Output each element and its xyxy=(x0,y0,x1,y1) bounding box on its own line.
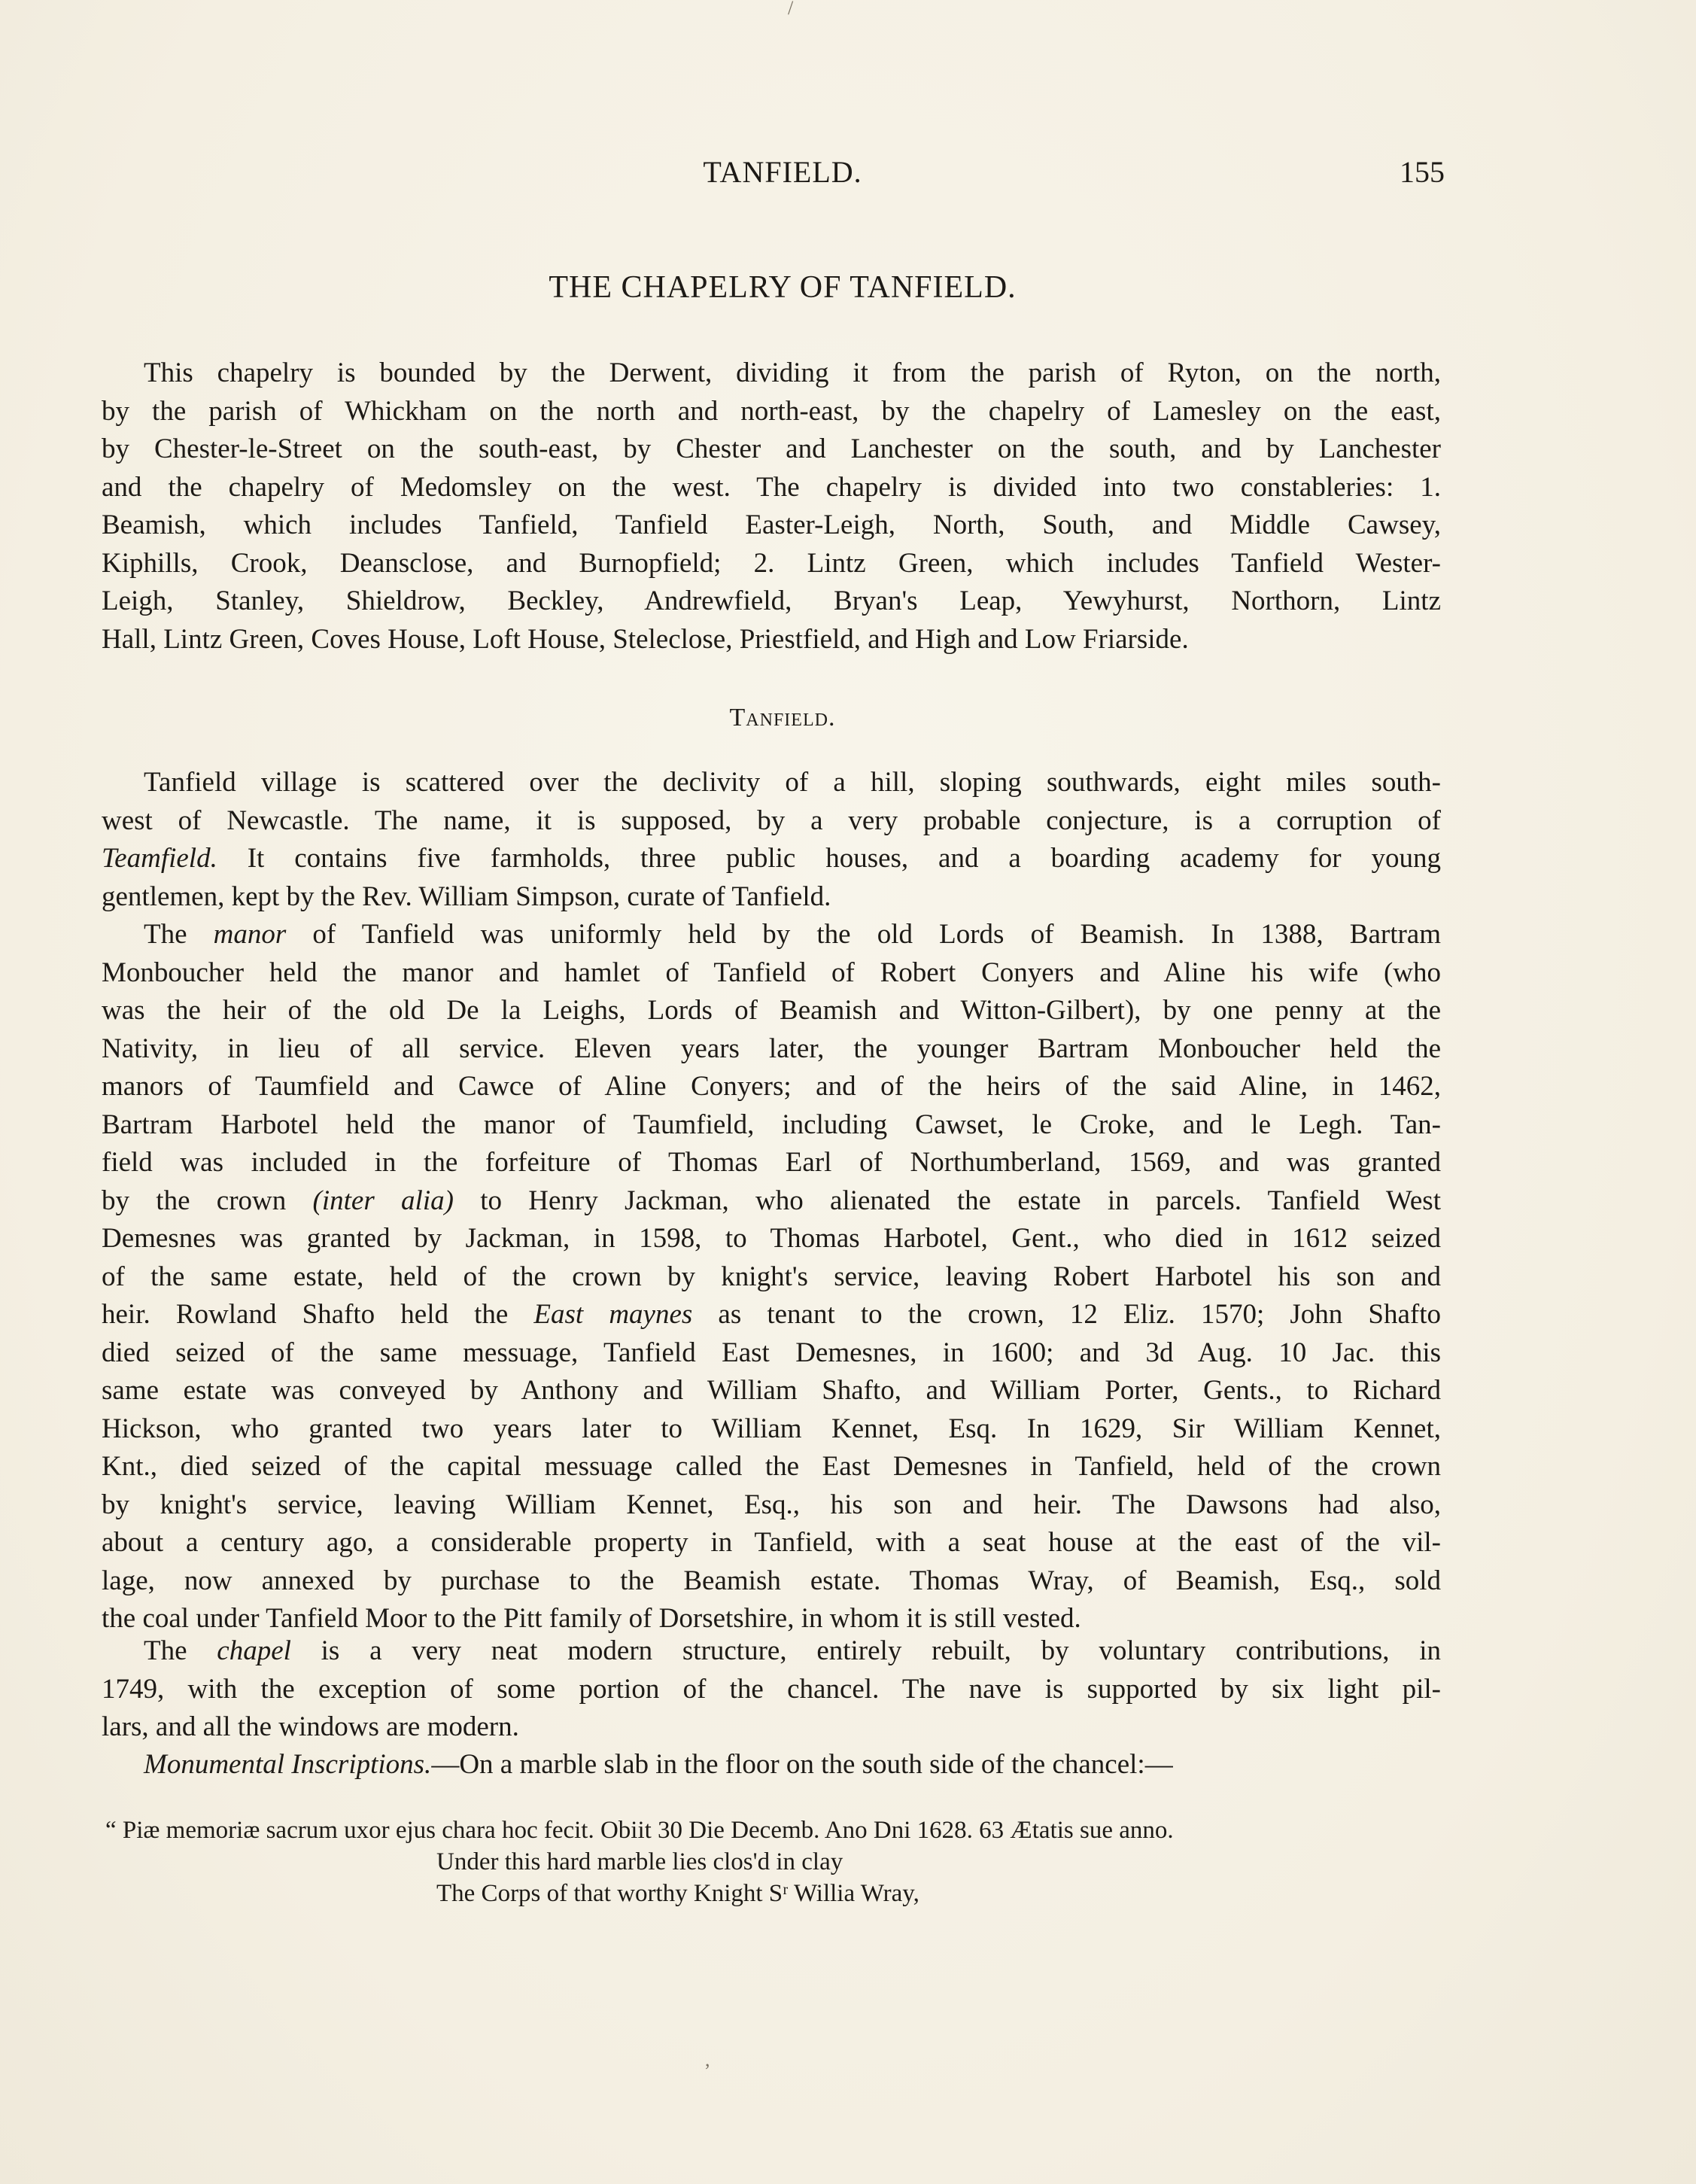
manor-line: Demesnes was granted by Jackman, in 1598, to Thomas Harbotel, Gent., who died in 1612 seized xyxy=(102,1223,1441,1254)
manor-line: lage, now annexed by purchase to the Beamish estate. Thomas Wray, of Beamish, Esq., sold xyxy=(102,1565,1441,1596)
manor-line: by knight's service, leaving William Kennet, Esq., his son and heir. The Dawsons had also, xyxy=(102,1489,1441,1520)
manor-paragraph xyxy=(102,916,1441,1638)
manor-line: same estate was conveyed by Anthony and William Shafto, and William Porter, Gents., to Richard xyxy=(102,1375,1441,1406)
intro-line: Hall, Lintz Green, Coves House, Loft House, Steleclose, Priestfield, and High and Low Friarside. xyxy=(102,623,1189,655)
intro-line: and the chapelry of Medomsley on the west. The chapelry is divided into two constableries: 1. xyxy=(102,471,1441,503)
chapel-line: 1749, with the exception of some portion of the chancel. The nave is supported by six light pil- xyxy=(102,1673,1441,1705)
monumental-paragraph xyxy=(102,1746,1441,1784)
chapter-title: THE CHAPELRY OF TANFIELD. xyxy=(549,270,1017,305)
inscription-verse-line: The Corps of that worthy Knight Sʳ Willia Wray, xyxy=(436,1880,919,1907)
manor-line: Hickson, who granted two years later to William Kennet, Esq. In 1629, Sir William Kennet, xyxy=(102,1413,1441,1444)
text-run: is a very neat modern structure, entirely rebuilt, by voluntary contributions, in xyxy=(290,1635,1441,1666)
italic-term: (inter alia) xyxy=(312,1185,454,1216)
manor-line: Monboucher held the manor and hamlet of Tanfield of Robert Conyers and Aline his wife (who xyxy=(102,957,1441,988)
village-paragraph xyxy=(102,764,1441,916)
text-run: by the crown xyxy=(102,1185,313,1216)
inscription-latin-line: “ Piæ memoriæ sacrum uxor ejus chara hoc fecit. Obiit 30 Die Decemb. Ano Dni 1628. 63 Ætatis sue anno. xyxy=(105,1817,1174,1844)
manor-line: died seized of the same messuage, Tanfield East Demesnes, in 1600; and 3d Aug. 10 Jac. this xyxy=(102,1337,1441,1368)
section-heading: Tanfield. xyxy=(729,704,836,732)
manor-line xyxy=(102,1296,1441,1334)
intro-line: Beamish, which includes Tanfield, Tanfield Easter-Leigh, North, South, and Middle Cawsey, xyxy=(102,509,1441,540)
text-run: of Tanfield was uniformly held by the old Lords of Beamish. In 1388, Bartram xyxy=(286,919,1441,950)
italic-term: East maynes xyxy=(533,1299,693,1330)
village-line: Tanfield village is scattered over the declivity of a hill, sloping southwards, eight miles south- xyxy=(144,767,1441,798)
italic-term: manor xyxy=(213,919,287,950)
manor-line: of the same estate, held of the crown by knight's service, leaving Robert Harbotel his son and xyxy=(102,1261,1441,1292)
text-run: It contains five farmholds, three public houses, and a boarding academy for young xyxy=(217,843,1441,874)
italic-term: chapel xyxy=(217,1635,291,1666)
manor-line: manors of Taumfield and Cawce of Aline Conyers; and of the heirs of the said Aline, in 1462, xyxy=(102,1071,1441,1102)
manor-line: the coal under Tanfield Moor to the Pitt family of Dorsetshire, in whom it is still vested. xyxy=(102,1603,1081,1634)
manor-line: Bartram Harbotel held the manor of Taumfield, including Cawset, le Croke, and le Legh. Tan- xyxy=(102,1109,1441,1140)
text-run: as tenant to the crown, 12 Eliz. 1570; John Shafto xyxy=(692,1299,1441,1330)
manor-line xyxy=(102,1182,1441,1221)
intro-line: by Chester-le-Street on the south-east, by Chester and Lanchester on the south, and by Lanchester xyxy=(102,433,1441,464)
manor-line: Nativity, in lieu of all service. Eleven years later, the younger Bartram Monboucher held the xyxy=(102,1033,1441,1064)
stray-mark-top: / xyxy=(788,0,794,19)
monumental-line xyxy=(102,1746,1441,1784)
chapel-paragraph xyxy=(102,1632,1441,1747)
village-line: gentlemen, kept by the Rev. William Simpson, curate of Tanfield. xyxy=(102,881,831,912)
intro-line: This chapelry is bounded by the Derwent, dividing it from the parish of Ryton, on the north, xyxy=(144,357,1441,388)
inscription-verse-line: Under this hard marble lies clos'd in clay xyxy=(436,1848,843,1875)
inscription-block xyxy=(105,1814,1445,1909)
intro-line: by the parish of Whickham on the north and north-east, by the chapelry of Lamesley on the east, xyxy=(102,395,1441,427)
chapel-line xyxy=(102,1632,1441,1671)
italic-term: Monumental Inscriptions. xyxy=(144,1749,432,1780)
manor-line: about a century ago, a considerable property in Tanfield, with a seat house at the east of the vil- xyxy=(102,1527,1441,1558)
intro-paragraph xyxy=(102,354,1441,659)
village-line: west of Newcastle. The name, it is supposed, by a very probable conjecture, is a corruption of xyxy=(102,805,1441,836)
chapel-line: lars, and all the windows are modern. xyxy=(102,1711,519,1742)
intro-line: Kiphills, Crook, Deansclose, and Burnopfield; 2. Lintz Green, which includes Tanfield Wester- xyxy=(102,547,1441,579)
intro-line: Leigh, Stanley, Shieldrow, Beckley, Andrewfield, Bryan's Leap, Yewyhurst, Northorn, Lintz xyxy=(102,586,1441,616)
page-number: 155 xyxy=(1400,155,1445,189)
text-run: to Henry Jackman, who alienated the estate in parcels. Tanfield West xyxy=(453,1185,1441,1216)
text-run: heir. Rowland Shafto held the xyxy=(102,1299,534,1330)
village-line xyxy=(102,840,1441,878)
manor-line: was the heir of the old De la Leighs, Lords of Beamish and Witton-Gilbert), by one penny at the xyxy=(102,995,1441,1026)
manor-line: field was included in the forfeiture of Thomas Earl of Northumberland, 1569, and was granted xyxy=(102,1147,1441,1178)
manor-line xyxy=(102,916,1441,954)
manor-line: Knt., died seized of the capital messuage called the East Demesnes in Tanfield, held of the crown xyxy=(102,1451,1441,1482)
italic-term: Teamfield. xyxy=(102,843,217,874)
text-run: The xyxy=(144,919,214,950)
running-header xyxy=(113,154,1452,199)
text-run: —On a marble slab in the floor on the south side of the chancel:— xyxy=(431,1749,1173,1780)
stray-mark-bottom: , xyxy=(705,2049,710,2070)
running-title: TANFIELD. xyxy=(703,155,862,189)
text-run: The xyxy=(144,1635,217,1666)
